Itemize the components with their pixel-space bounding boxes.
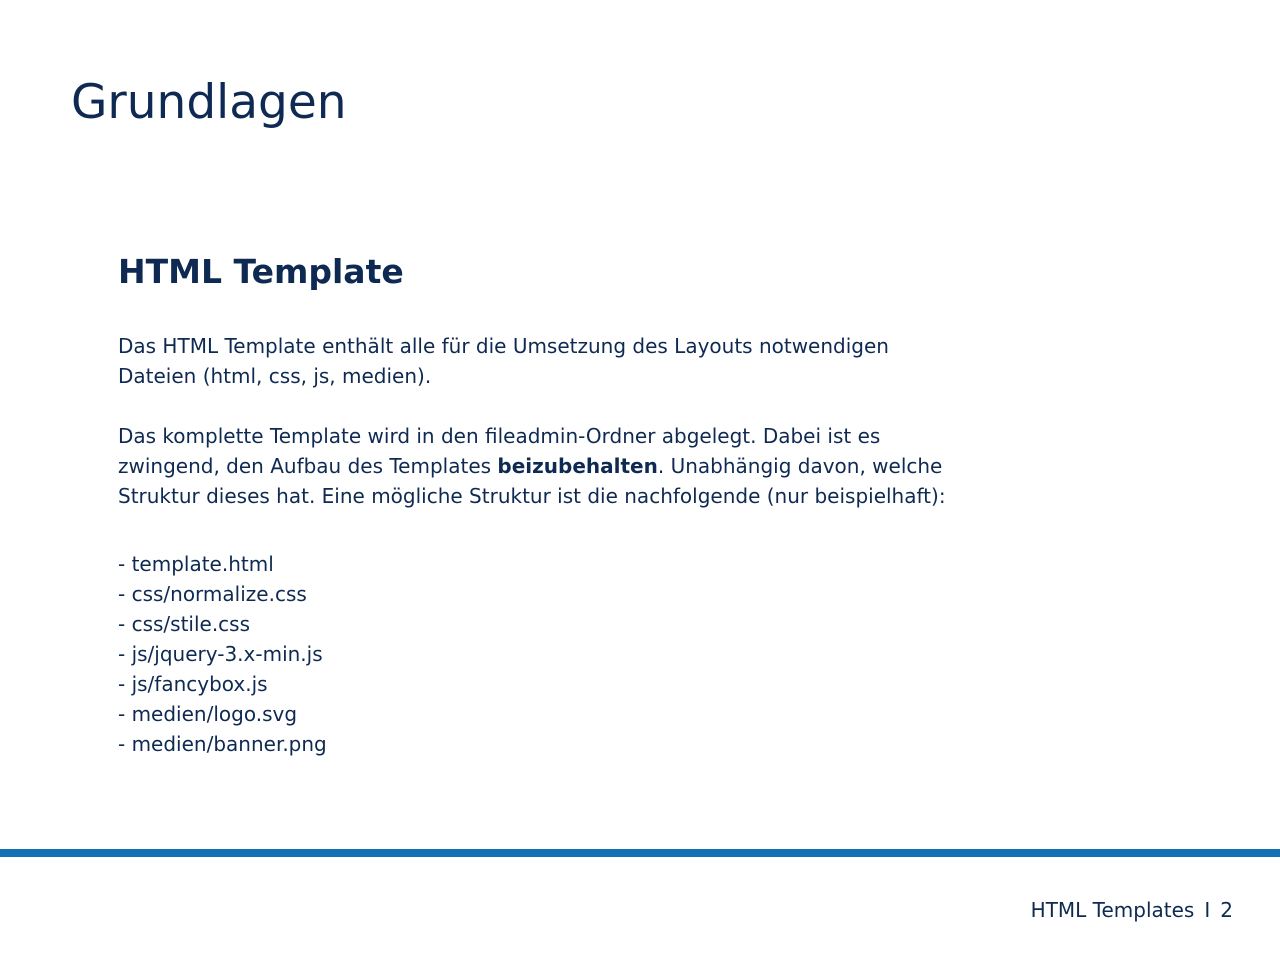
footer-divider [0, 849, 1280, 857]
footer-separator: I [1204, 898, 1211, 922]
structure-line-2-start: zwingend, den Aufbau des Templates [118, 454, 498, 478]
slide-content [118, 248, 998, 759]
file-list-item: - template.html [118, 552, 274, 576]
structure-paragraph [118, 421, 998, 511]
structure-line-3: Struktur dieses hat. Eine mögliche Struktur ist die nachfolgende (nur beispielhaft): [118, 484, 946, 508]
structure-line-2-end: . Unabhängig davon, welche [657, 454, 943, 478]
file-list-item: - medien/logo.svg [118, 702, 298, 726]
intro-line-2: Dateien (html, css, js, medien). [118, 364, 432, 388]
slide-title: Grundlagen [71, 75, 347, 130]
file-list-item: - js/jquery-3.x-min.js [118, 642, 323, 666]
file-list-item: - js/fancybox.js [118, 672, 268, 696]
file-list-item: - css/normalize.css [118, 582, 307, 606]
file-list-item: - medien/banner.png [118, 732, 327, 756]
intro-paragraph [118, 331, 998, 391]
file-list-item: - css/stile.css [118, 612, 251, 636]
section-heading: HTML Template [118, 252, 404, 291]
structure-line-1: Das komplette Template wird in den fileadmin-Ordner abgelegt. Dabei ist es [118, 424, 881, 448]
emphasis-text: beizubehalten [497, 454, 658, 478]
file-list [118, 549, 998, 759]
intro-line-1: Das HTML Template enthält alle für die Umsetzung des Layouts notwendigen [118, 334, 889, 358]
footer-label: HTML Templates [1030, 898, 1195, 922]
page-number: 2 [1220, 898, 1233, 922]
footer [1031, 896, 1233, 924]
